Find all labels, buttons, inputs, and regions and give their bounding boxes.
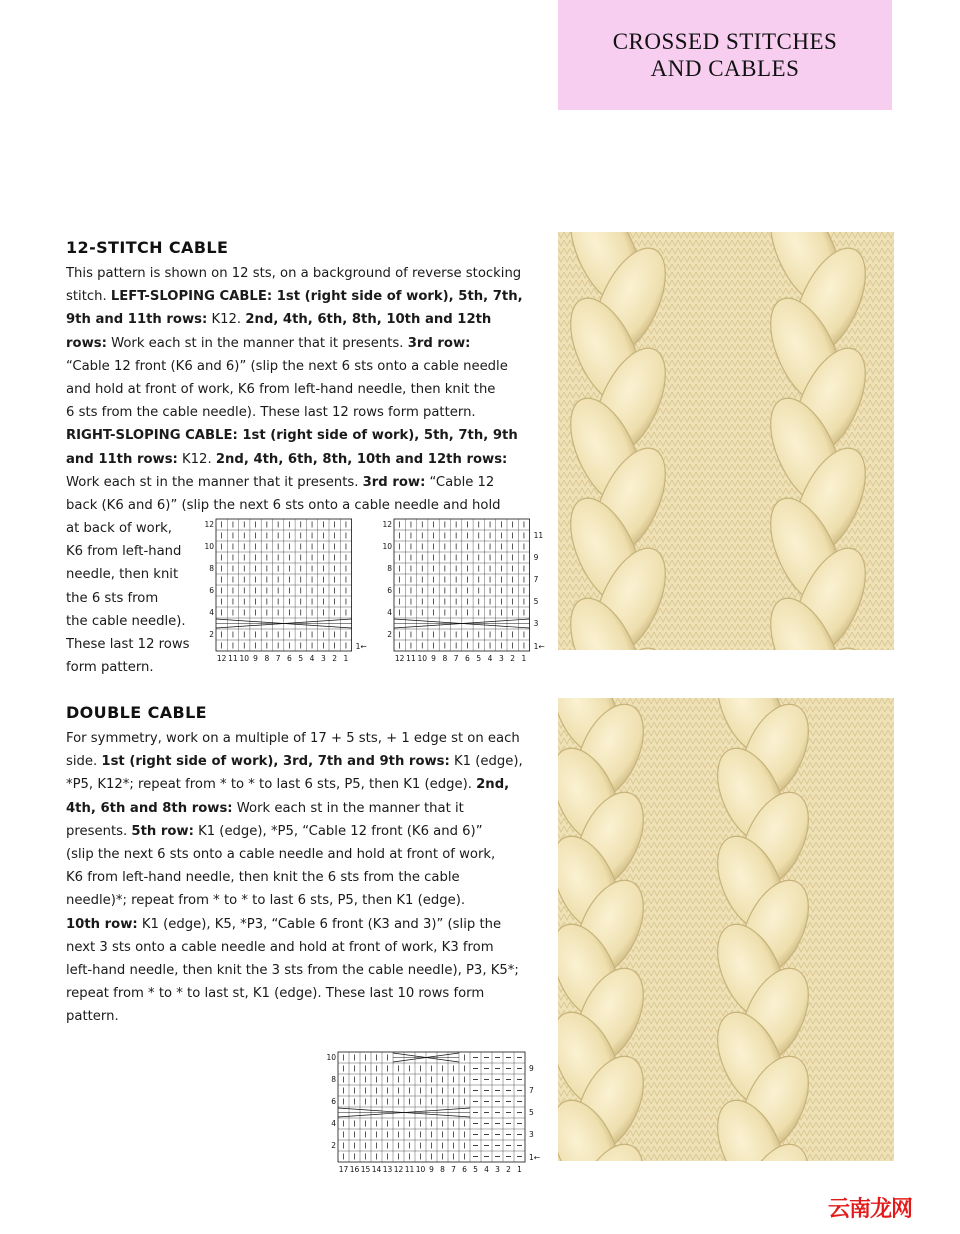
text-segment: back (K6 and 6)” (slip the next 6 sts onto a cable needle and hold (66, 498, 501, 514)
text-line (66, 889, 541, 912)
text-line (66, 448, 541, 471)
text-segment: rows: (66, 335, 107, 351)
row-number-label: 6 (209, 586, 214, 595)
text-segment: K12. (207, 312, 246, 328)
text-segment: and hold at front of work, K6 from left-hand needle, then knit the (66, 382, 496, 398)
stitch-number-label: 4 (309, 654, 315, 663)
text-segment: stitch. (66, 289, 111, 305)
text-segment: K6 from left-hand needle, then knit the 6 sts from the cable (66, 870, 460, 886)
text-segment: left-hand needle, then knit the 3 sts from the cable needle), P3, K5*; (66, 963, 519, 979)
text-segment: For symmetry, work on a multiple of 17 + 5 sts, + 1 edge st on each (66, 731, 520, 746)
row-start-arrow: 1← (355, 642, 367, 651)
row-number-label: 12 (204, 520, 214, 529)
text-segment: 3rd row: (407, 335, 471, 351)
text-line (66, 936, 541, 959)
text-segment: This pattern is shown on 12 sts, on a background of reverse stocking (66, 266, 522, 281)
stitch-number-label: 8 (440, 1165, 445, 1174)
stitch-number-label: 3 (498, 654, 504, 663)
stitch-number-label: 10 (415, 1165, 426, 1174)
stitch-number-label: 3 (495, 1165, 500, 1174)
text-line: at back of work, (66, 521, 172, 536)
text-segment: K1 (edge), *P5, “Cable 12 front (K6 and 6)” (193, 823, 483, 839)
stitch-number-label: 4 (484, 1165, 489, 1174)
text-segment: (slip the next 6 sts onto a cable needle and hold at front of work, (66, 847, 496, 863)
stitch-number-label: 12 (393, 1165, 404, 1174)
double-cable-chart (322, 1048, 557, 1183)
stitch-number-label: 11 (404, 1165, 415, 1174)
row-number-label: 4 (331, 1119, 336, 1128)
stitch-number-label: 3 (320, 654, 326, 663)
row-number-label: 5 (529, 1108, 534, 1117)
text-segment: 2nd, (476, 777, 510, 793)
text-line (66, 308, 541, 331)
section-title-double-cable: DOUBLE CABLE (66, 703, 208, 722)
stitch-number-label: 1 (517, 1165, 522, 1174)
row-number-label: 6 (331, 1097, 336, 1106)
section-title-12-stitch-cable: 12-STITCH CABLE (66, 238, 229, 257)
text-line (66, 262, 541, 285)
text-line (66, 332, 541, 355)
stitch-number-label: 14 (371, 1165, 382, 1174)
stitch-number-label: 9 (253, 654, 258, 663)
row-start-arrow: 1← (529, 1153, 541, 1162)
row-number-label: 5 (533, 597, 539, 606)
stitch-number-label: 1 (343, 654, 349, 663)
text-line (66, 820, 541, 843)
section-text-12-stitch-cable (66, 262, 541, 517)
text-line (66, 866, 541, 889)
double-cable-photo (558, 698, 894, 1161)
text-line (66, 773, 541, 796)
row-number-label: 4 (387, 608, 392, 617)
stitch-number-label: 10 (239, 654, 250, 663)
text-segment: 4th, 6th and 8th rows: (66, 800, 233, 816)
stitch-number-label: 8 (442, 654, 448, 663)
text-line (66, 471, 541, 494)
text-segment: next 3 sts onto a cable needle and hold at front of work, K3 from (66, 939, 494, 955)
row-number-label: 12 (382, 520, 392, 529)
text-line (66, 750, 541, 773)
text-line (66, 913, 541, 936)
row-number-label: 2 (209, 630, 214, 639)
text-segment: RIGHT-SLOPING CABLE: 1st (right side of work), 5th, 7th, 9th (66, 428, 518, 444)
stitch-number-label: 7 (275, 654, 281, 663)
stitch-number-label: 13 (382, 1165, 393, 1174)
row-number-label: 9 (533, 553, 539, 562)
stitch-number-label: 7 (453, 654, 459, 663)
text-line (66, 843, 541, 866)
row-number-label: 11 (533, 531, 544, 540)
left-sloping-cable-chart (200, 515, 375, 670)
text-segment: 6 sts from the cable needle). These last 12 rows form pattern. (66, 405, 476, 421)
text-segment: 2nd, 4th, 6th, 8th, 10th and 12th rows: (215, 451, 508, 467)
row-number-label: 10 (382, 542, 392, 551)
text-line (66, 494, 541, 517)
text-line (66, 355, 541, 378)
text-line: the cable needle). (66, 613, 186, 629)
text-segment: K1 (edge), (449, 754, 523, 770)
text-segment: repeat from * to * to last st, K1 (edge). These last 10 rows form (66, 986, 485, 1002)
row-number-label: 2 (387, 630, 392, 639)
text-line: K6 from left-hand (66, 544, 182, 560)
text-segment: 9th and 11th rows: (66, 312, 208, 328)
stitch-number-label: 7 (451, 1165, 456, 1174)
row-number-label: 7 (533, 575, 539, 584)
text-line: These last 12 rows (66, 637, 190, 653)
row-number-label: 2 (331, 1141, 336, 1150)
text-line: the 6 sts from (66, 590, 159, 606)
text-line (66, 1005, 541, 1028)
stitch-number-label: 6 (287, 654, 292, 663)
text-line: form pattern. (66, 660, 154, 676)
text-line (66, 727, 541, 750)
stitch-number-label: 10 (417, 654, 428, 663)
text-segment: Work each st in the manner that it presents. (106, 335, 408, 351)
text-line (66, 959, 541, 982)
row-number-label: 8 (209, 564, 214, 573)
text-segment: “Cable 12 front (K6 and 6)” (slip the next 6 sts onto a cable needle (66, 358, 508, 374)
stitch-number-label: 9 (429, 1165, 434, 1174)
chapter-header (558, 0, 892, 110)
stitch-number-label: 2 (506, 1165, 511, 1174)
stitch-number-label: 16 (349, 1165, 360, 1174)
text-segment: 1st (right side of work), 3rd, 7th and 9th rows: (101, 754, 450, 770)
chapter-title-line-1: CROSSED STITCHES (612, 29, 838, 54)
stitch-number-label: 11 (228, 654, 238, 663)
stitch-number-label: 5 (298, 654, 304, 663)
stitch-number-label: 5 (476, 654, 482, 663)
text-segment: side. (66, 754, 102, 770)
text-segment: 10th row: (66, 916, 138, 932)
stitch-number-label: 6 (465, 654, 470, 663)
row-number-label: 4 (209, 608, 214, 617)
text-segment: presents. (66, 823, 132, 839)
stitch-number-label: 5 (473, 1165, 478, 1174)
section-text-12-stitch-cable-continued (66, 517, 206, 679)
text-segment: LEFT-SLOPING CABLE: 1st (right side of work), 5th, 7th, (110, 289, 523, 305)
text-segment: 3rd row: (362, 474, 426, 490)
text-segment: *P5, K12*; repeat from * to * to last 6 sts, P5, then K1 (edge). (66, 777, 477, 793)
stitch-number-label: 15 (360, 1165, 371, 1174)
12-stitch-cable-photo (558, 232, 894, 650)
stitch-number-label: 2 (332, 654, 338, 663)
text-line (66, 378, 541, 401)
text-line (66, 401, 541, 424)
stitch-number-label: 9 (431, 654, 436, 663)
stitch-number-label: 6 (462, 1165, 467, 1174)
text-segment: Work each st in the manner that it (232, 800, 464, 816)
text-line (66, 982, 541, 1005)
row-number-label: 10 (204, 542, 214, 551)
row-number-label: 8 (387, 564, 392, 573)
text-segment: 2nd, 4th, 6th, 8th, 10th and 12th (245, 312, 492, 328)
row-number-label: 7 (529, 1086, 534, 1095)
text-segment: needle)*; repeat from * to * to last 6 sts, P5, then K1 (edge). (66, 893, 466, 909)
text-segment: K12. (177, 451, 216, 467)
row-number-label: 6 (387, 586, 392, 595)
right-sloping-cable-chart (378, 515, 553, 670)
stitch-number-label: 1 (521, 654, 527, 663)
row-number-label: 8 (331, 1075, 336, 1084)
stitch-number-label: 8 (264, 654, 270, 663)
text-segment: and 11th rows: (66, 451, 178, 467)
text-line (66, 797, 541, 820)
stitch-number-label: 12 (394, 654, 405, 663)
stitch-number-label: 2 (510, 654, 516, 663)
stitch-number-label: 11 (406, 654, 416, 663)
text-line: needle, then knit (66, 567, 179, 583)
text-segment: Work each st in the manner that it presents. (66, 474, 363, 490)
text-segment: “Cable 12 (425, 474, 495, 490)
row-number-label: 10 (326, 1053, 336, 1062)
text-line (66, 285, 541, 308)
stitch-number-label: 17 (338, 1165, 349, 1174)
stitch-number-label: 4 (487, 654, 493, 663)
row-number-label: 3 (533, 619, 539, 628)
row-number-label: 9 (529, 1064, 534, 1073)
text-segment: 5th row: (131, 823, 194, 839)
watermark-logo: 云南龙网 (828, 1197, 913, 1222)
section-text-double-cable (66, 727, 541, 1029)
text-segment: pattern. (66, 1009, 119, 1025)
text-line (66, 424, 541, 447)
row-number-label: 3 (529, 1130, 534, 1139)
row-start-arrow: 1← (533, 642, 545, 651)
chapter-title-line-2: AND CABLES (650, 56, 800, 81)
text-segment: K1 (edge), K5, *P3, “Cable 6 front (K3 and 3)” (slip the (137, 916, 502, 932)
stitch-number-label: 12 (216, 654, 227, 663)
